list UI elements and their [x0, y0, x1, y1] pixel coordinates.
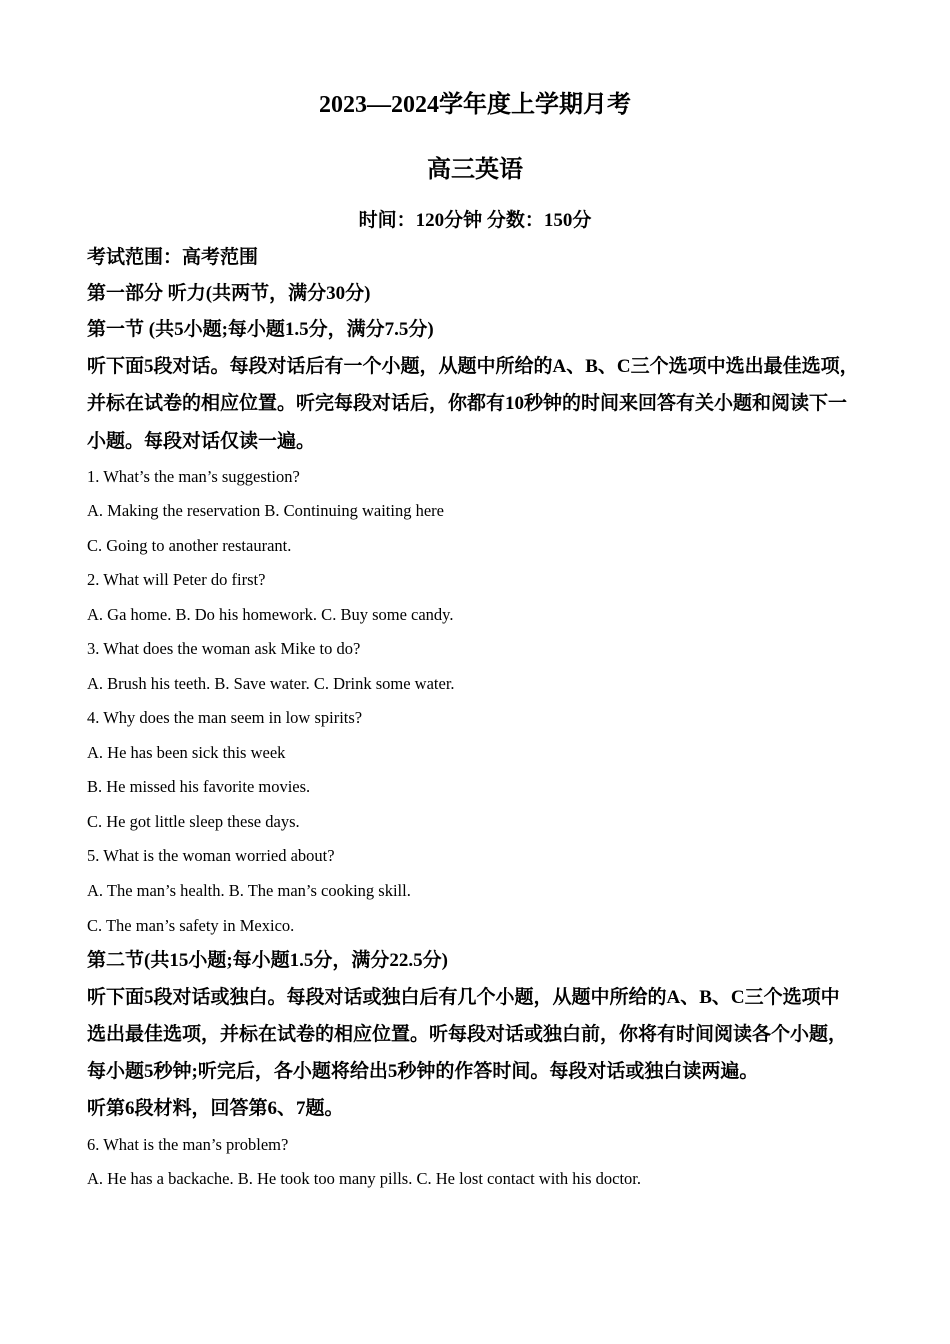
question-4-option-a: A. He has been sick this week	[87, 743, 286, 762]
question-2-options: A. Ga home. B. Do his homework. C. Buy some candy.	[87, 605, 454, 624]
section2-instruction-line: 每小题5秒钟;听完后，各小题将给出5秒钟的作答时间。每段对话或独白读两遍。	[87, 1061, 759, 1082]
exam-time-score: 时间：120分钟 分数：150分	[358, 210, 592, 231]
question-5-stem: 5. What is the woman worried about?	[87, 846, 335, 865]
section2-instruction-line: 听下面5段对话或独白。每段对话或独白后有几个小题，从题中所给的A、B、C三个选项中	[87, 987, 840, 1008]
section2-heading: 第二节(共15小题;每小题1.5分，满分22.5分)	[87, 950, 448, 971]
section1-heading: 第一节 (共5小题;每小题1.5分，满分7.5分)	[87, 319, 434, 340]
question-6-stem: 6. What is the man’s problem?	[87, 1135, 289, 1154]
question-1-option-c: C. Going to another restaurant.	[87, 536, 292, 555]
question-3-stem: 3. What does the woman ask Mike to do?	[87, 639, 361, 658]
section1-instruction-line: 听下面5段对话。每段对话后有一个小题，从题中所给的A、B、C三个选项中选出最佳选项，	[87, 356, 859, 377]
question-4-option-c: C. He got little sleep these days.	[87, 812, 300, 831]
question-6-options: A. He has a backache. B. He took too many pills. C. He lost contact with his doctor.	[87, 1169, 642, 1188]
question-1-options-ab: A. Making the reservation B. Continuing waiting here	[87, 501, 444, 520]
exam-subtitle: 高三英语	[427, 157, 523, 183]
exam-scope: 考试范围：高考范围	[87, 247, 259, 268]
question-4-option-b: B. He missed his favorite movies.	[87, 777, 311, 796]
section2-instruction-line: 选出最佳选项，并标在试卷的相应位置。听每段对话或独白前，你将有时间阅读各个小题，	[87, 1024, 848, 1045]
question-3-options: A. Brush his teeth. B. Save water. C. Drink some water.	[87, 674, 455, 693]
question-1-stem: 1. What’s the man’s suggestion?	[87, 467, 300, 486]
question-5-option-c: C. The man’s safety in Mexico.	[87, 916, 295, 935]
section1-instruction-line: 小题。每段对话仅读一遍。	[87, 431, 316, 452]
exam-title: 2023—2024学年度上学期月考	[319, 92, 631, 118]
part1-heading: 第一部分 听力(共两节，满分30分)	[87, 283, 371, 304]
question-5-options-ab: A. The man’s health. B. The man’s cooking skill.	[87, 881, 411, 900]
question-4-stem: 4. Why does the man seem in low spirits?	[87, 708, 363, 727]
material-6-heading: 听第6段材料，回答第6、7题。	[87, 1098, 344, 1119]
question-2-stem: 2. What will Peter do first?	[87, 570, 266, 589]
section1-instruction-line: 并标在试卷的相应位置。听完每段对话后，你都有10秒钟的时间来回答有关小题和阅读下一	[87, 393, 848, 414]
